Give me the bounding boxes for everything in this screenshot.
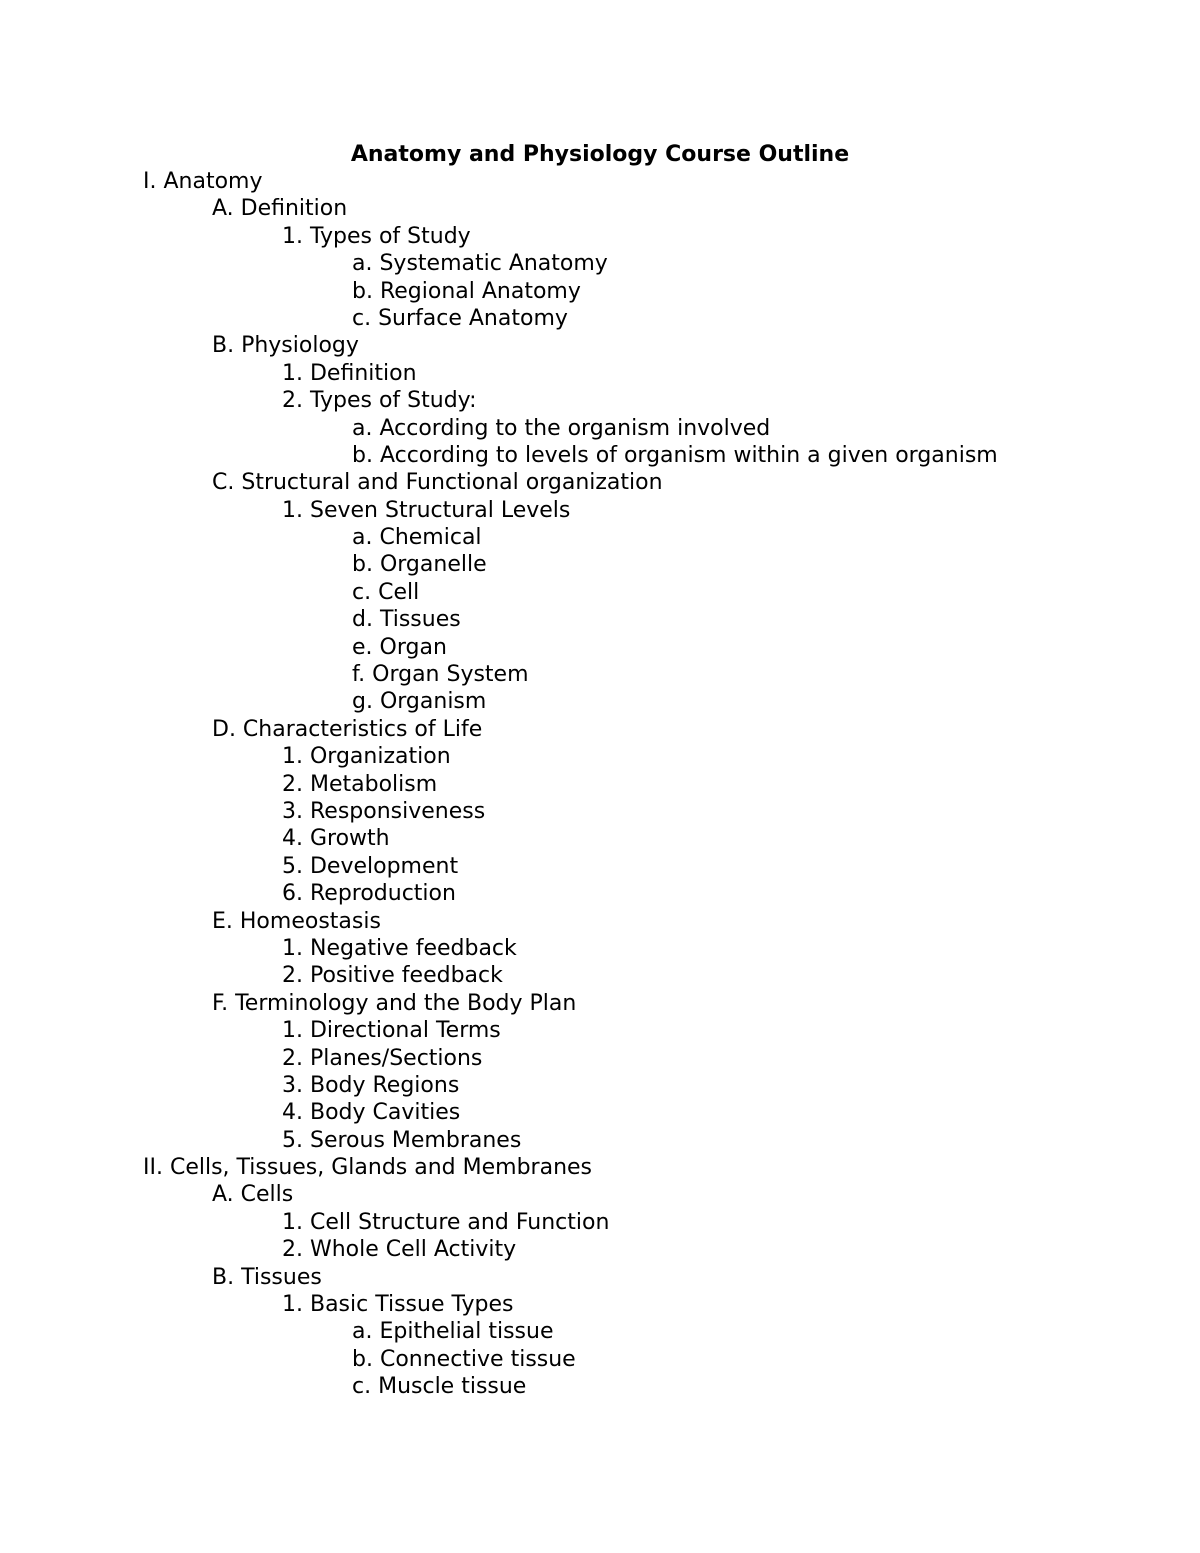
outline-item-level-2: 1. Negative feedback [282,935,517,961]
outline-item-level-3: b. Regional Anatomy [352,278,581,304]
outline-item-level-1: B. Tissues [212,1264,322,1290]
outline-item-level-1: E. Homeostasis [212,908,381,934]
outline-item-level-3: c. Cell [352,579,420,605]
outline-item-level-3: e. Organ [352,634,447,660]
outline-item-level-3: a. Epithelial tissue [352,1319,554,1345]
outline-item-level-3: c. Surface Anatomy [352,305,568,331]
outline-item-level-2: 1. Directional Terms [282,1018,501,1044]
outline-item-level-2: 2. Whole Cell Activity [282,1237,517,1263]
outline-item-level-3: g. Organism [352,689,487,715]
outline-item-level-1: B. Physiology [212,333,359,359]
outline-item-level-0: I. Anatomy [143,169,263,194]
outline-item-level-1: A. Cells [212,1182,294,1208]
outline-item-level-2: 3. Responsiveness [282,798,486,824]
outline-item-level-2: 1. Cell Structure and Function [282,1209,610,1235]
outline-item-level-2: 6. Reproduction [282,881,456,907]
course-outline [0,168,1200,1401]
outline-item-level-3: a. Systematic Anatomy [352,251,608,277]
outline-item-level-2: 1. Types of Study [282,223,471,249]
outline-item-level-3: d. Tissues [352,607,461,633]
outline-item-level-2: 1. Definition [282,360,417,386]
outline-item-level-2: 2. Planes/Sections [282,1045,483,1071]
outline-item-level-1: F. Terminology and the Body Plan [212,990,577,1016]
outline-item-level-2: 2. Metabolism [282,771,438,797]
outline-item-level-3: b. Organelle [352,552,487,578]
outline-item-level-2: 5. Development [282,853,459,879]
outline-item-level-3: a. Chemical [352,525,482,551]
outline-item-level-2: 1. Organization [282,744,451,770]
outline-item-level-0: II. Cells, Tissues, Glands and Membranes [143,1155,593,1181]
outline-item-level-2: 5. Serous Membranes [282,1127,522,1153]
outline-item-level-1: C. Structural and Functional organization [212,470,663,496]
outline-item-level-3: b. According to levels of organism within a given organism [352,442,998,468]
outline-item-level-3: b. Connective tissue [352,1346,576,1372]
outline-item-level-2: 2. Types of Study: [282,388,477,414]
outline-item-level-3: f. Organ System [352,662,529,688]
outline-item-level-3: a. According to the organism involved [352,415,771,441]
outline-item-level-3: c. Muscle tissue [352,1374,527,1400]
document-title: Anatomy and Physiology Course Outline [350,142,850,167]
outline-item-level-2: 1. Seven Structural Levels [282,497,571,523]
outline-item-level-1: A. Definition [212,196,348,222]
outline-item-level-2: 1. Basic Tissue Types [282,1292,514,1318]
outline-item-level-2: 4. Growth [282,826,390,852]
outline-item-level-1: D. Characteristics of Life [212,716,483,742]
outline-item-level-2: 3. Body Regions [282,1072,460,1098]
outline-item-level-2: 4. Body Cavities [282,1100,461,1126]
outline-item-level-2: 2. Positive feedback [282,963,503,989]
